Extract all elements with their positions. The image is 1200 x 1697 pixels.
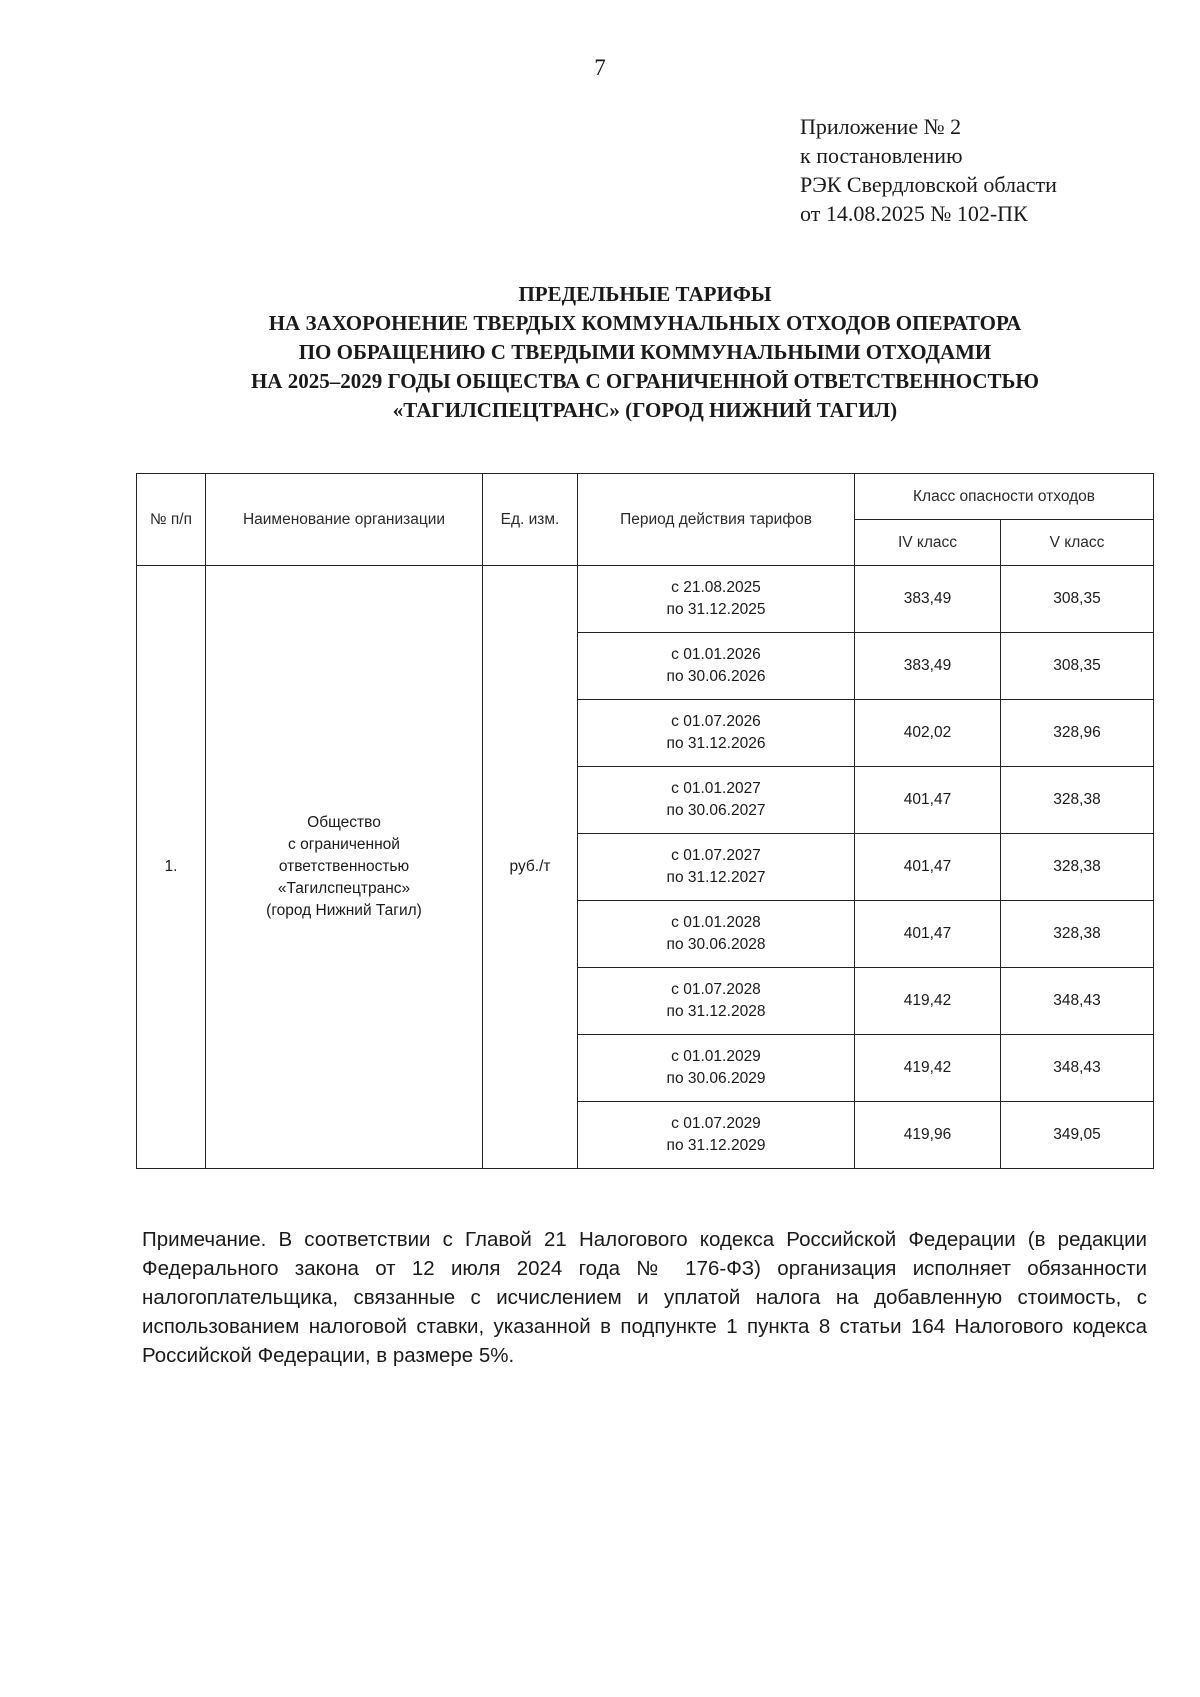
title-line: НА ЗАХОРОНЕНИЕ ТВЕРДЫХ КОММУНАЛЬНЫХ ОТХОДОВ ОПЕРАТОРА xyxy=(268,311,1022,335)
tariff-class-5: 349,05 xyxy=(1001,1102,1154,1169)
period-cell xyxy=(578,1102,855,1169)
tariff-class-5: 308,35 xyxy=(1001,566,1154,633)
org-name-line: (город Нижний Тагил) xyxy=(266,902,422,919)
tariff-class-4: 402,02 xyxy=(855,700,1001,767)
period-from: с 01.01.2026 xyxy=(671,646,761,663)
header-period: Период действия тарифов xyxy=(578,474,855,566)
document-title xyxy=(130,280,1160,425)
tariff-class-5: 328,96 xyxy=(1001,700,1154,767)
header-class-5: V класс xyxy=(1001,520,1154,566)
tariff-class-5: 328,38 xyxy=(1001,834,1154,901)
organization-name xyxy=(206,566,483,1169)
tariff-class-4: 401,47 xyxy=(855,767,1001,834)
header-hazard-class: Класс опасности отходов xyxy=(855,474,1154,520)
header-unit: Ед. изм. xyxy=(483,474,578,566)
tariff-class-4: 401,47 xyxy=(855,834,1001,901)
tariff-class-5: 308,35 xyxy=(1001,633,1154,700)
header-number: № п/п xyxy=(137,474,206,566)
org-name-line: Общество xyxy=(307,814,381,831)
header-organization: Наименование организации xyxy=(206,474,483,566)
row-number: 1. xyxy=(137,566,206,1169)
period-to: по 31.12.2028 xyxy=(666,1003,766,1020)
period-to: по 30.06.2026 xyxy=(666,668,766,685)
period-to: по 30.06.2028 xyxy=(666,936,766,953)
appendix-line: от 14.08.2025 № 102-ПК xyxy=(800,201,1028,226)
period-to: по 31.12.2027 xyxy=(666,869,766,886)
tariff-class-5: 328,38 xyxy=(1001,901,1154,968)
org-name-line: «Тагилспецтранс» xyxy=(277,880,411,897)
title-line: ПО ОБРАЩЕНИЮ С ТВЕРДЫМИ КОММУНАЛЬНЫМИ ОТХОДАМИ xyxy=(298,340,992,364)
title-line: «ТАГИЛСПЕЦТРАНС» (ГОРОД НИЖНИЙ ТАГИЛ) xyxy=(392,398,898,422)
period-to: по 30.06.2029 xyxy=(666,1070,766,1087)
title-line: ПРЕДЕЛЬНЫЕ ТАРИФЫ xyxy=(518,282,772,306)
period-from: с 01.07.2029 xyxy=(671,1115,761,1132)
tariff-class-4: 383,49 xyxy=(855,566,1001,633)
page-number: 7 xyxy=(594,55,606,80)
tariff-table xyxy=(136,473,1154,1169)
period-to: по 31.12.2025 xyxy=(666,601,766,618)
org-name-line: с ограниченной xyxy=(288,836,400,853)
period-cell xyxy=(578,968,855,1035)
period-cell xyxy=(578,834,855,901)
table-row xyxy=(137,566,1154,633)
appendix-line: РЭК Свердловской области xyxy=(800,172,1057,197)
org-name-line: ответственностью xyxy=(278,858,410,875)
period-to: по 31.12.2029 xyxy=(666,1137,766,1154)
period-cell xyxy=(578,566,855,633)
appendix-line: Приложение № 2 xyxy=(800,114,962,139)
appendix-reference xyxy=(800,112,1057,228)
tariff-class-4: 401,47 xyxy=(855,901,1001,968)
period-from: с 01.01.2027 xyxy=(671,780,761,797)
period-cell xyxy=(578,700,855,767)
tariff-body xyxy=(137,566,1154,1169)
period-from: с 01.01.2028 xyxy=(671,914,761,931)
period-cell xyxy=(578,901,855,968)
period-from: с 21.08.2025 xyxy=(671,579,761,596)
tariff-class-4: 383,49 xyxy=(855,633,1001,700)
unit-of-measure: руб./т xyxy=(483,566,578,1169)
period-from: с 01.07.2026 xyxy=(671,713,761,730)
period-to: по 30.06.2027 xyxy=(666,802,766,819)
period-cell xyxy=(578,1035,855,1102)
appendix-line: к постановлению xyxy=(800,143,963,168)
period-from: с 01.01.2029 xyxy=(671,1048,761,1065)
tax-note: Примечание. В соответствии с Главой 21 Налогового кодекса Российской Федерации (в редакции Федерального закона от 12 июля 2024 года № 176-ФЗ) организация исполняет обязанности налогоплательщика, связанные с исчислением и уплатой налога на добавленную стоимость, с использованием налоговой ставки, указанной в подпункте 1 пункта 8 статьи 164 Налогового кодекса Российской Федерации, в размере 5%. xyxy=(142,1228,1147,1367)
period-cell xyxy=(578,767,855,834)
tariff-class-4: 419,42 xyxy=(855,968,1001,1035)
tariff-class-5: 348,43 xyxy=(1001,1035,1154,1102)
period-cell xyxy=(578,633,855,700)
period-from: с 01.07.2028 xyxy=(671,981,761,998)
tariff-class-4: 419,42 xyxy=(855,1035,1001,1102)
tariff-class-5: 348,43 xyxy=(1001,968,1154,1035)
header-class-4: IV класс xyxy=(855,520,1001,566)
period-from: с 01.07.2027 xyxy=(671,847,761,864)
tariff-class-5: 328,38 xyxy=(1001,767,1154,834)
title-line: НА 2025–2029 ГОДЫ ОБЩЕСТВА С ОГРАНИЧЕННОЙ ОТВЕТСТВЕННОСТЬЮ xyxy=(250,369,1040,393)
tariff-class-4: 419,96 xyxy=(855,1102,1001,1169)
period-to: по 31.12.2026 xyxy=(666,735,766,752)
